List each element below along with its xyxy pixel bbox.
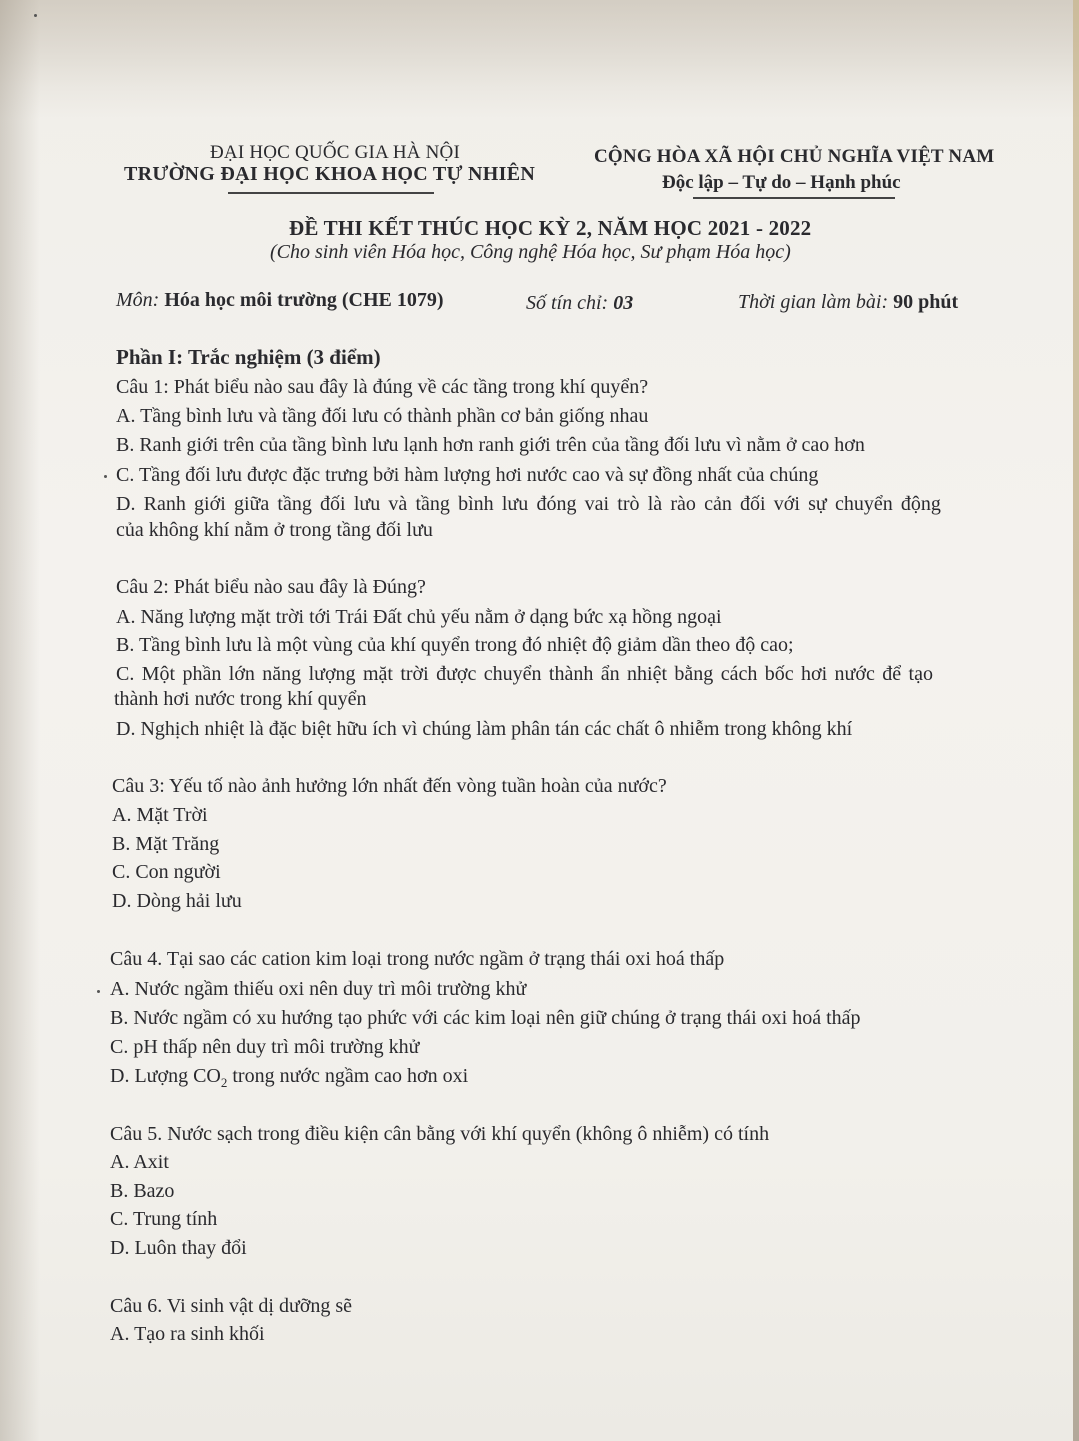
paper-edge-right (1073, 0, 1079, 1441)
question-3-option-a: A. Mặt Trời (112, 804, 208, 826)
question-2-option-d: D. Nghịch nhiệt là đặc biệt hữu ích vì chúng làm phân tán các chất ô nhiễm trong không khí (116, 718, 853, 740)
question-5-stem: Câu 5. Nước sạch trong điều kiện cân bằng với khí quyển (không ô nhiễm) có tính (110, 1123, 770, 1145)
paper-shadow-left (0, 0, 40, 1441)
subject-line (116, 289, 444, 312)
subject-label: Môn: (116, 289, 160, 311)
republic-name: CỘNG HÒA XÃ HỘI CHỦ NGHĨA VIỆT NAM (594, 146, 995, 167)
question-4-option-b: B. Nước ngầm có xu hướng tạo phức với các kim loại nên giữ chúng ở trạng thái oxi hoá thấp (110, 1007, 861, 1029)
question-3-stem: Câu 3: Yếu tố nào ảnh hưởng lớn nhất đến vòng tuần hoàn của nước? (112, 775, 667, 797)
question-2-option-b: B. Tầng bình lưu là một vùng của khí quyển trong đó nhiệt độ giảm dần theo độ cao; (116, 634, 794, 656)
question-3-option-b: B. Mặt Trăng (112, 833, 220, 855)
question-5-option-b: B. Bazo (110, 1180, 175, 1202)
question-4-stem: Câu 4. Tại sao các cation kim loại trong nước ngầm ở trạng thái oxi hoá thấp (110, 948, 725, 970)
university-name: ĐẠI HỌC QUỐC GIA HÀ NỘI (210, 142, 461, 163)
exam-audience: (Cho sinh viên Hóa học, Công nghệ Hóa học, Sư phạm Hóa học) (270, 241, 791, 263)
school-underline (228, 192, 434, 194)
question-1-option-d: D. Ranh giới giữa tầng đối lưu và tầng bình lưu đóng vai trò là rào cản đối với sự chuyển động (116, 493, 941, 515)
question-1-option-c: C. Tầng đối lưu được đặc trưng bởi hàm lượng hơi nước cao và sự đồng nhất của chúng (116, 464, 819, 486)
question-2-option-a: A. Năng lượng mặt trời tới Trái Đất chủ yếu nằm ở dạng bức xạ hồng ngoại (116, 606, 722, 628)
question-2-option-c-continued: thành hơi nước trong khí quyển (114, 688, 367, 710)
pen-mark (97, 990, 100, 993)
national-motto: Độc lập – Tự do – Hạnh phúc (662, 172, 901, 193)
question-6-stem: Câu 6. Vi sinh vật dị dưỡng sẽ (110, 1295, 353, 1317)
subject-name: Hóa học môi trường (CHE 1079) (164, 289, 444, 311)
question-1-option-b: B. Ranh giới trên của tầng bình lưu lạnh hơn ranh giới trên của tầng đối lưu vì nằm ở cao hơn (116, 434, 865, 456)
question-5-option-d: D. Luôn thay đổi (110, 1237, 247, 1259)
question-3-option-c: C. Con người (112, 861, 221, 883)
credits-value: 03 (613, 292, 634, 314)
question-4-option-d-text-end: trong nước ngầm cao hơn oxi (227, 1065, 469, 1087)
question-4-option-d (110, 1065, 468, 1091)
question-2-stem: Câu 2: Phát biểu nào sau đây là Đúng? (116, 576, 426, 598)
duration-line (738, 291, 958, 314)
motto-underline (693, 197, 895, 199)
question-2-option-c: C. Một phần lớn năng lượng mặt trời được chuyển thành ẩn nhiệt bằng cách bốc hơi nước để tạo (116, 663, 933, 685)
question-5-option-c: C. Trung tính (110, 1208, 218, 1230)
exam-title: ĐỀ THI KẾT THÚC HỌC KỲ 2, NĂM HỌC 2021 - 2022 (289, 216, 812, 240)
question-4-option-a: A. Nước ngầm thiếu oxi nên duy trì môi trường khử (110, 978, 527, 1000)
part-heading: Phần I: Trắc nghiệm (3 điểm) (116, 345, 381, 369)
question-3-option-d: D. Dòng hải lưu (112, 890, 242, 912)
question-1-stem: Câu 1: Phát biểu nào sau đây là đúng về các tầng trong khí quyển? (116, 376, 649, 398)
pen-mark (34, 14, 37, 17)
question-1-option-a: A. Tầng bình lưu và tầng đối lưu có thành phần cơ bản giống nhau (116, 405, 649, 427)
credits-line (526, 292, 633, 315)
school-name: TRƯỜNG ĐẠI HỌC KHOA HỌC TỰ NHIÊN (124, 163, 536, 185)
duration-value: 90 phút (893, 291, 959, 313)
co2-subscript: 2 (220, 1075, 228, 1090)
pen-mark (104, 475, 107, 478)
question-5-option-a: A. Axit (110, 1151, 169, 1173)
question-1-option-d-continued: của không khí nằm ở trong tầng đối lưu (116, 519, 433, 541)
paper-shadow-top (0, 0, 1079, 120)
credits-label: Số tín chỉ: (526, 292, 609, 314)
question-4-option-d-text: D. Lượng CO (110, 1065, 221, 1087)
question-4-option-c: C. pH thấp nên duy trì môi trường khử (110, 1036, 420, 1058)
duration-label: Thời gian làm bài: (738, 291, 889, 313)
question-6-option-a: A. Tạo ra sinh khối (110, 1323, 265, 1345)
